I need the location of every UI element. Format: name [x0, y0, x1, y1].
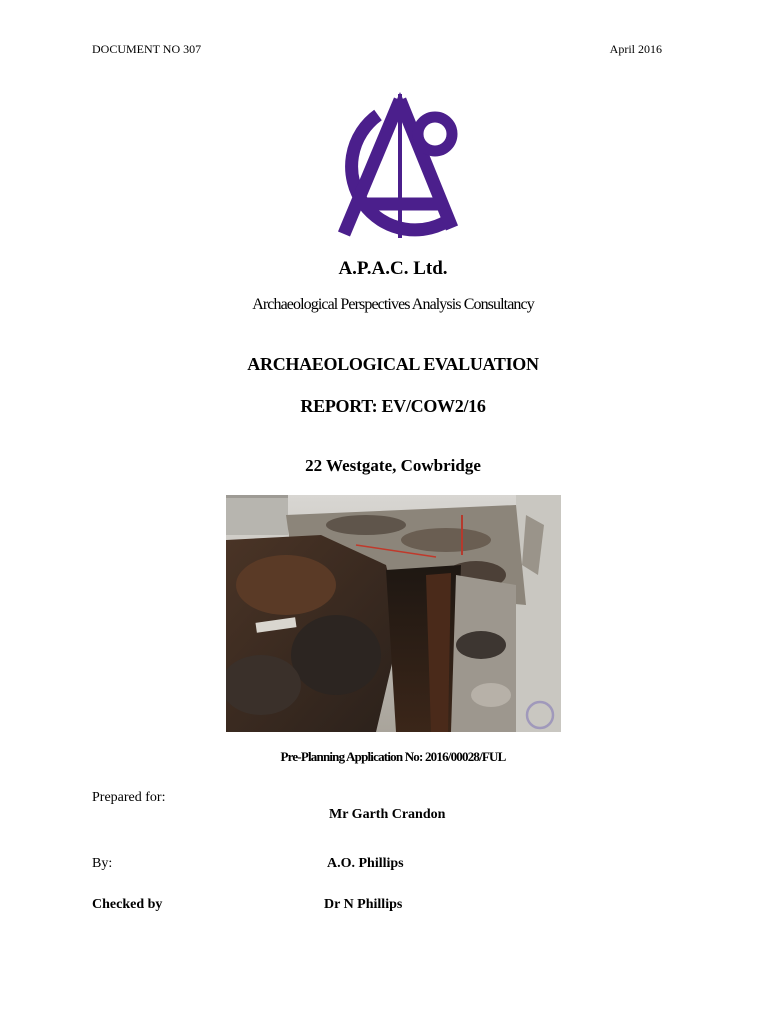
prepared-for-name: Mr Garth Crandon — [329, 807, 446, 822]
report-reference: REPORT: EV/COW2/16 — [300, 396, 486, 416]
company-tagline: Archaeological Perspectives Analysis Consultancy — [252, 296, 534, 313]
excavation-photo — [226, 495, 561, 732]
report-title: ARCHAEOLOGICAL EVALUATION — [247, 354, 539, 374]
site-address: 22 Westgate, Cowbridge — [305, 456, 481, 475]
company-name: A.P.A.C. Ltd. — [338, 258, 448, 279]
author-name: A.O. Phillips — [327, 856, 404, 871]
planning-application: Pre-Planning Application No: 2016/00028/FUL — [280, 749, 506, 764]
author-label: By: — [92, 856, 113, 871]
apac-logo — [318, 92, 466, 244]
prepared-for-label: Prepared for: — [92, 790, 166, 805]
checked-by-name: Dr N Phillips — [324, 897, 403, 912]
document-date: April 2016 — [609, 42, 662, 56]
checked-by-label: Checked by — [92, 897, 163, 912]
document-number: DOCUMENT NO 307 — [92, 42, 202, 56]
